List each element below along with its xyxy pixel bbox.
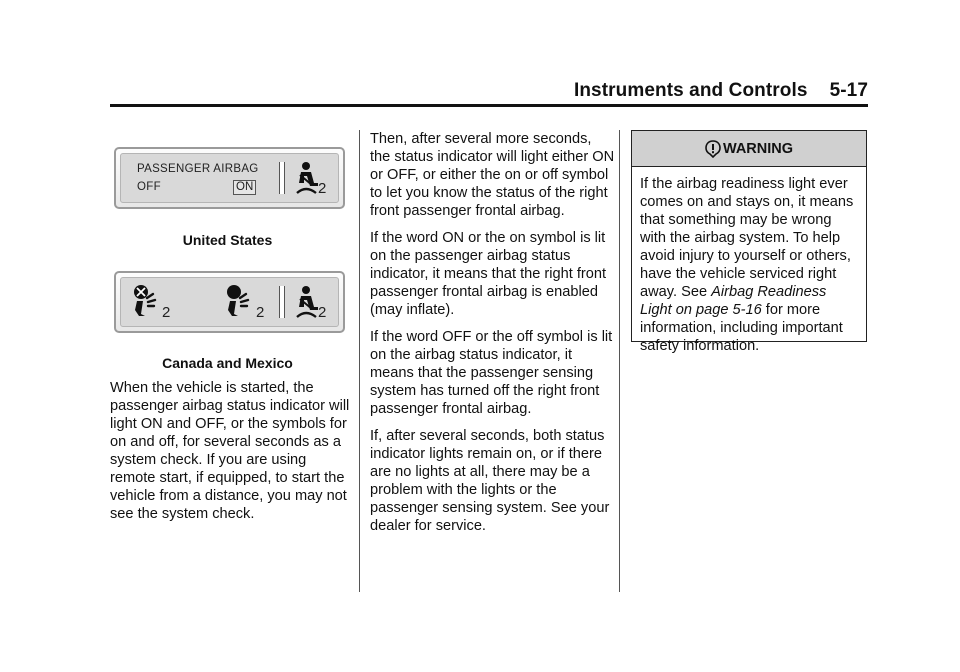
- warning-text: If the airbag readiness light ever comes on and stays on, it means that something may be wrong with the airbag system. To help avoid injury to yourself or others, have the vehicle serviced right away. See: [640, 176, 854, 300]
- airbag-off-icon: [131, 284, 165, 320]
- subscript-2: 2: [256, 304, 265, 321]
- page-number: 5-17: [829, 80, 868, 101]
- paragraph: If the word OFF or the off symbol is lit on the airbag status indicator, it means that the passenger sensing system has turned off the right front passenger frontal airbag.: [370, 329, 613, 417]
- paragraph: If the word ON or the on symbol is lit on the passenger airbag status indicator, it means that the right front passenger frontal airbag is enabled (may inflate).: [370, 230, 607, 318]
- canada-airbag-indicator-panel: [114, 271, 345, 333]
- warning-text-end: for more information, including important safety information.: [640, 302, 843, 354]
- page-header: [110, 76, 868, 104]
- warning-box: [631, 130, 867, 354]
- passenger-airbag-label: PASSENGER AIRBAG: [137, 163, 259, 175]
- paragraph: Then, after several more seconds, the status indicator will light either ON or OFF, or either the on or off symbol to let you know the status of the right front passenger frontal airbag.: [370, 131, 615, 219]
- column-2-text: [370, 130, 615, 544]
- subscript-2: 2: [162, 304, 171, 321]
- airbag-on-icon: [224, 284, 258, 320]
- paragraph: When the vehicle is started, the passenger airbag status indicator will light ON and OFF, or the symbols for on and off, for several seconds as a system check. If you are using remote start, if equipped, to start the vehicle from a distance, you may not see the system check.: [110, 380, 350, 522]
- us-airbag-indicator-panel: [114, 147, 345, 209]
- column-divider-2: [619, 130, 620, 592]
- column-1-text: [110, 379, 355, 532]
- caption-united-states: United States: [182, 232, 273, 248]
- warning-reference-link[interactable]: Airbag Readiness Light on page 5-16: [640, 284, 827, 318]
- warning-title-bar: [632, 131, 866, 167]
- header-text: [574, 80, 868, 102]
- paragraph: If, after several seconds, both status indicator lights remain on, or if there are no lights at all, there may be a problem with the lights or the passenger sensing system. See your dealer for service.: [370, 428, 610, 534]
- warning-title: WARNING: [722, 140, 794, 157]
- caption-canada-mexico: Canada and Mexico: [162, 355, 293, 371]
- panel-separator: [279, 286, 285, 318]
- subscript-2: 2: [318, 304, 327, 321]
- warning-icon: [705, 140, 721, 158]
- warning-body: [632, 167, 866, 355]
- section-title: Instruments and Controls: [573, 80, 808, 101]
- panel-separator: [279, 162, 285, 194]
- subscript-2: 2: [318, 180, 327, 197]
- header-rule: [110, 104, 868, 107]
- column-divider-1: [359, 130, 360, 592]
- on-label: ON: [233, 180, 256, 195]
- off-label: OFF: [137, 181, 161, 193]
